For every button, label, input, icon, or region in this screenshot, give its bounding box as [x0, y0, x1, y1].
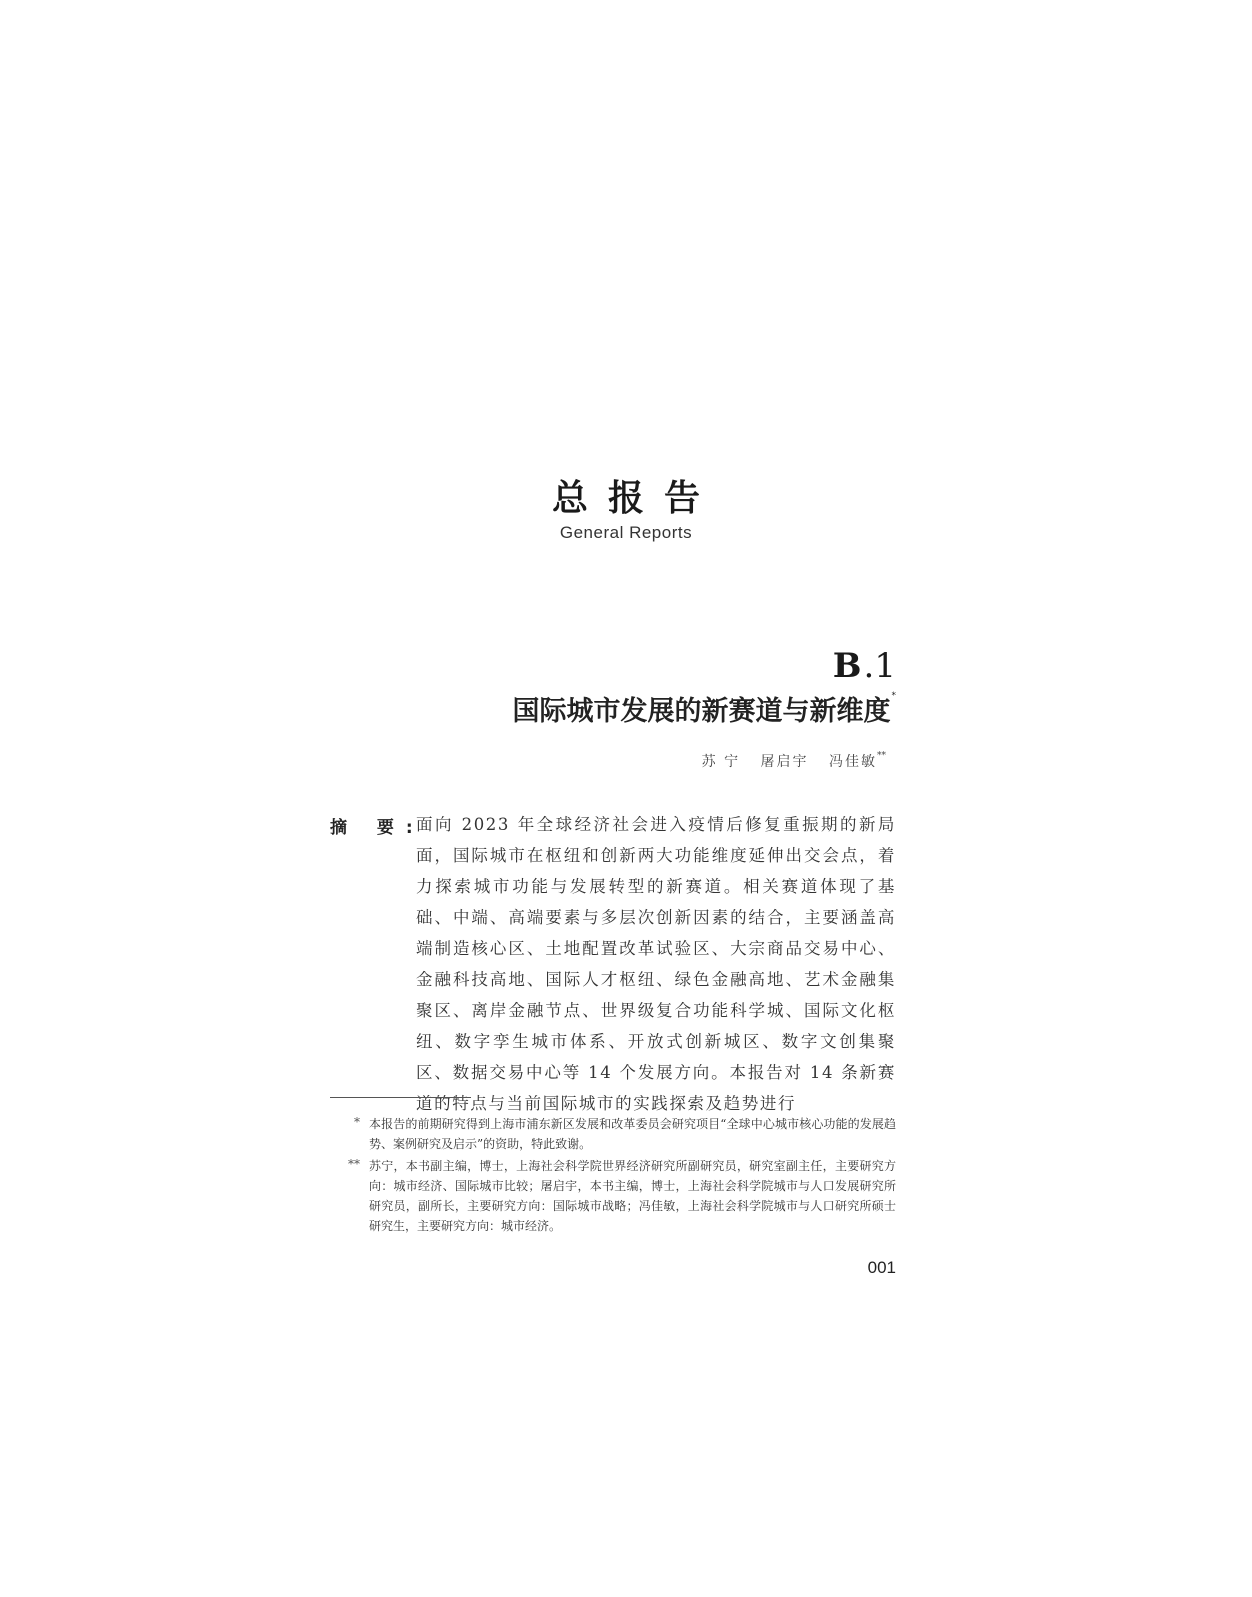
article-title — [513, 689, 897, 728]
footnote-text: 本报告的前期研究得到上海市浦东新区发展和改革委员会研究项目“全球中心城市核心功能的发展趋势、案例研究及启示”的资助，特此致谢。 — [369, 1117, 896, 1151]
author-list — [688, 751, 886, 771]
chapter-number — [833, 646, 896, 686]
author-footnote-marker[interactable]: ** — [877, 751, 886, 761]
footnote-divider — [330, 1097, 471, 1098]
abstract-text: 面向 2023 年全球经济社会进入疫情后修复重振期的新局面，国际城市在枢纽和创新两大功能维度延伸出交会点，着力探索城市功能与发展转型的新赛道。相关赛道体现了基础、中端、高端要素与多层次创新因素的结合，主要涵盖高端制造核心区、土地配置改革试验区、大宗商品交易中心、金融科技高地、国际人才枢纽、绿色金融高地、艺术金融集聚区、离岸金融节点、世界级复合功能科学城、国际文化枢纽、数字孪生城市体系、开放式创新城区、数字文创集聚区、数据交易中心等 14 个发展方向。本报告对 14 条新赛道的特点与当前国际城市的实践探索及趋势进行 — [416, 815, 896, 1113]
page-number: 001 — [867, 1258, 896, 1277]
author-name: 屠启宇 — [760, 754, 809, 770]
section-subtitle: General Reports — [559, 523, 693, 542]
title-footnote-marker[interactable]: * — [891, 691, 896, 701]
article-title-text: 国际城市发展的新赛道与新维度 — [512, 696, 891, 727]
footnote-mark: ** — [348, 1157, 360, 1171]
footnote-mark: * — [354, 1115, 360, 1129]
abstract-label: 摘 要: — [330, 818, 425, 838]
section-title: 总报告 — [551, 478, 720, 519]
chapter-index: .1 — [863, 646, 896, 686]
author-name: 苏 宁 — [701, 754, 741, 770]
footnote-text: 苏宁，本书副主编，博士，上海社会科学院世界经济研究所副研究员，研究室副主任，主要研究方向：城市经济、国际城市比较；屠启宇，本书主编，博士，上海社会科学院城市与人口发展研究所研究员，副所长，主要研究方向：国际城市战略；冯佳敏，上海社会科学院城市与人口研究所硕士研究生，主要研究方向：城市经济。 — [369, 1159, 896, 1233]
author-name: 冯佳敏 — [829, 754, 877, 770]
chapter-letter: B — [832, 646, 862, 686]
